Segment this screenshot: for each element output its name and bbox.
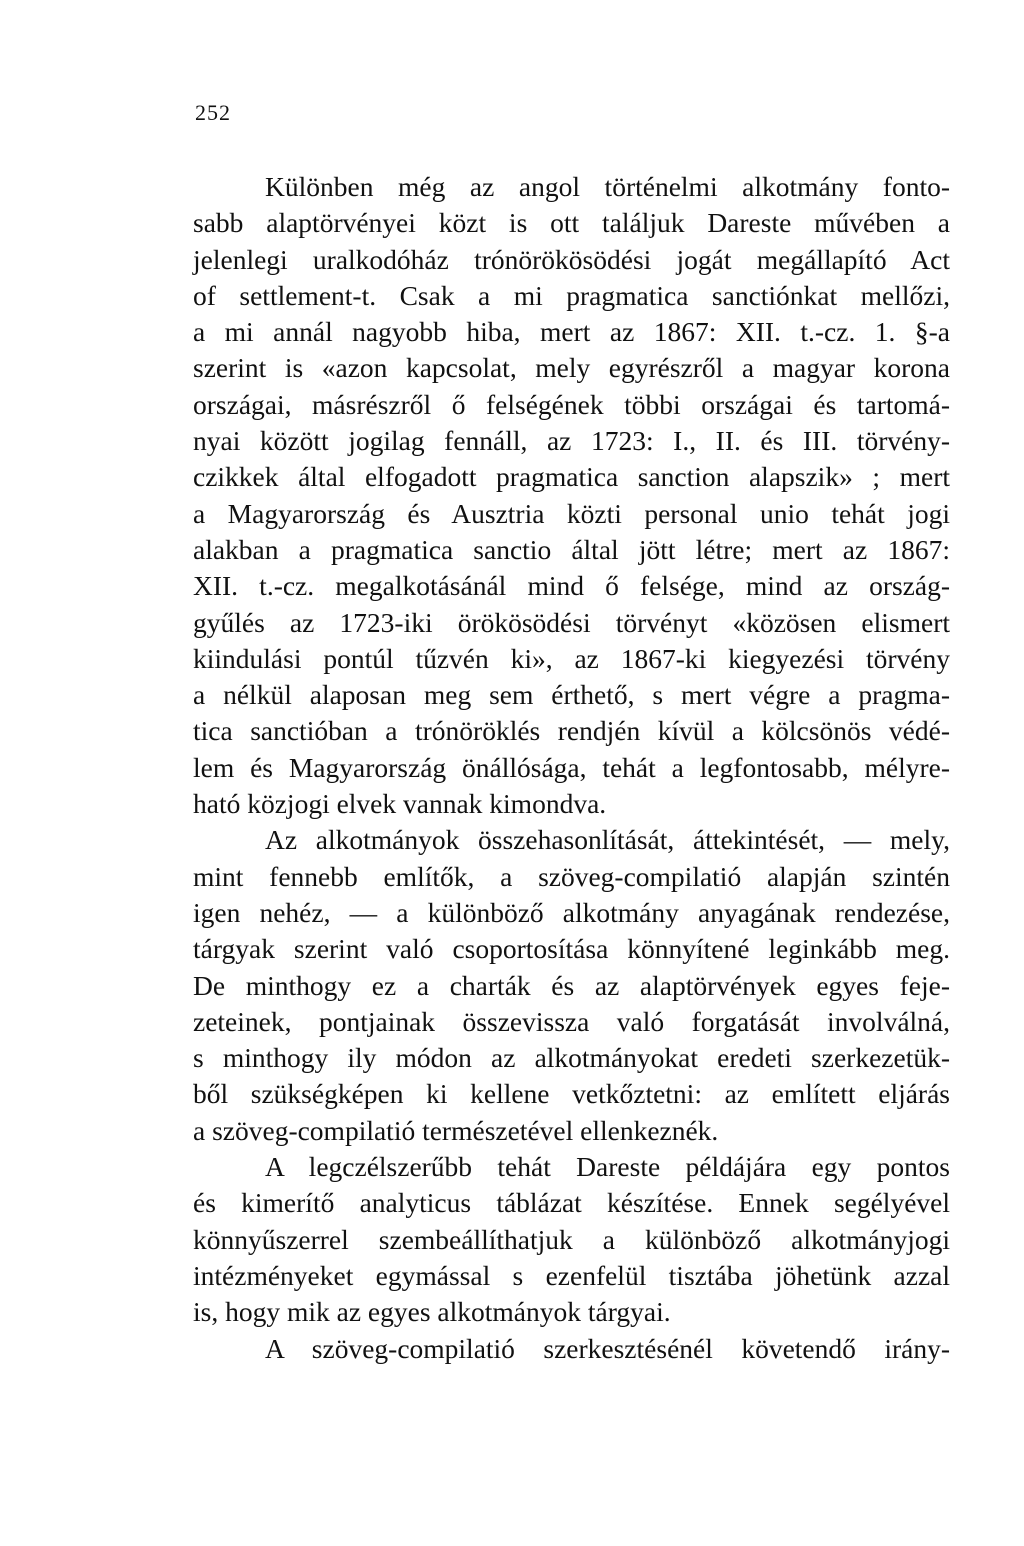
page-number: 252 xyxy=(195,100,231,125)
text-line: sabb alaptörvényei közt is ott találjuk Dareste művében a xyxy=(193,207,950,239)
text-line: Az alkotmányok összehasonlítását, áttekintését, — mely, xyxy=(265,824,950,856)
text-line: ható közjogi elvek vannak kimondva. xyxy=(193,788,607,820)
text-line: a mi annál nagyobb hiba, mert az 1867: XII. t.-cz. 1. §-a xyxy=(193,316,950,348)
text-line: lem és Magyarország önállósága, tehát a legfontosabb, mélyre- xyxy=(193,751,950,783)
text-line: A legczélszerűbb tehát Dareste példájára egy pontos xyxy=(265,1151,950,1183)
text-line: országai, másrészről ő felségének többi országai és tartomá- xyxy=(193,388,950,420)
text-line: jelenlegi uralkodóház trónörökösödési jogát megállapító Act xyxy=(193,243,950,275)
text-line: XII. t.-cz. megalkotásánál mind ő felsége, mind az ország- xyxy=(193,570,950,602)
text-line: tárgyak szerint való csoportosítása könnyítené leginkább meg. xyxy=(193,933,950,965)
text-line: nyai között jogilag fennáll, az 1723: I., II. és III. törvény- xyxy=(193,425,950,457)
text-line: mint fennebb említők, a szöveg-compilatió alapján szintén xyxy=(193,860,950,892)
text-line: zeteinek, pontjainak összevissza való forgatását involválná, xyxy=(193,1005,950,1037)
text-line: A szöveg-compilatió szerkesztésénél követendő irány- xyxy=(265,1332,950,1364)
text-line: a szöveg-compilatió természetével ellenkeznék. xyxy=(193,1114,719,1146)
text-line: De minthogy ez a charták és az alaptörvények egyes feje- xyxy=(193,969,950,1001)
text-line: of settlement-t. Csak a mi pragmatica sanctiónkat mellőzi, xyxy=(193,279,950,311)
text-line: igen nehéz, — a különböző alkotmány anyagának rendezése, xyxy=(193,896,950,928)
text-line: gyűlés az 1723-iki örökösödési törvényt «közösen elismert xyxy=(193,606,950,638)
text-line: könnyűszerrel szembeállíthatjuk a különböző alkotmányjogi xyxy=(193,1223,950,1255)
text-line: és kimerítő analyticus táblázat készítése. Ennek segélyével xyxy=(193,1187,950,1219)
text-line: intézményeket egymással s ezenfelül tisztába jöhetünk azzal xyxy=(193,1259,950,1291)
text-line: is, hogy mik az egyes alkotmányok tárgyai. xyxy=(193,1296,671,1328)
text-line: tica sanctióban a trónöröklés rendjén kívül a kölcsönös védé- xyxy=(193,715,950,747)
text-line: a Magyarország és Ausztria közti personal unio tehát jogi xyxy=(193,497,950,529)
text-line: Különben még az angol történelmi alkotmány fonto- xyxy=(265,171,950,202)
text-line: ből szükségképen ki kellene vetkőztetni: az említett eljárás xyxy=(193,1078,950,1110)
text-line: szerint is «azon kapcsolat, mely egyrészről a magyar korona xyxy=(193,352,950,384)
body-text xyxy=(193,169,950,1367)
text-line: a nélkül alaposan meg sem érthető, s mert végre a pragma- xyxy=(193,679,950,711)
text-line: kiindulási pontúl tűzvén ki», az 1867-ki kiegyezési törvény xyxy=(193,642,950,674)
text-line: s minthogy ily módon az alkotmányokat eredeti szerkezetük- xyxy=(193,1042,950,1074)
text-line: alakban a pragmatica sanctio által jött létre; mert az 1867: xyxy=(193,533,950,565)
text-line: czikkek által elfogadott pragmatica sanction alapszik» ; mert xyxy=(193,461,950,493)
